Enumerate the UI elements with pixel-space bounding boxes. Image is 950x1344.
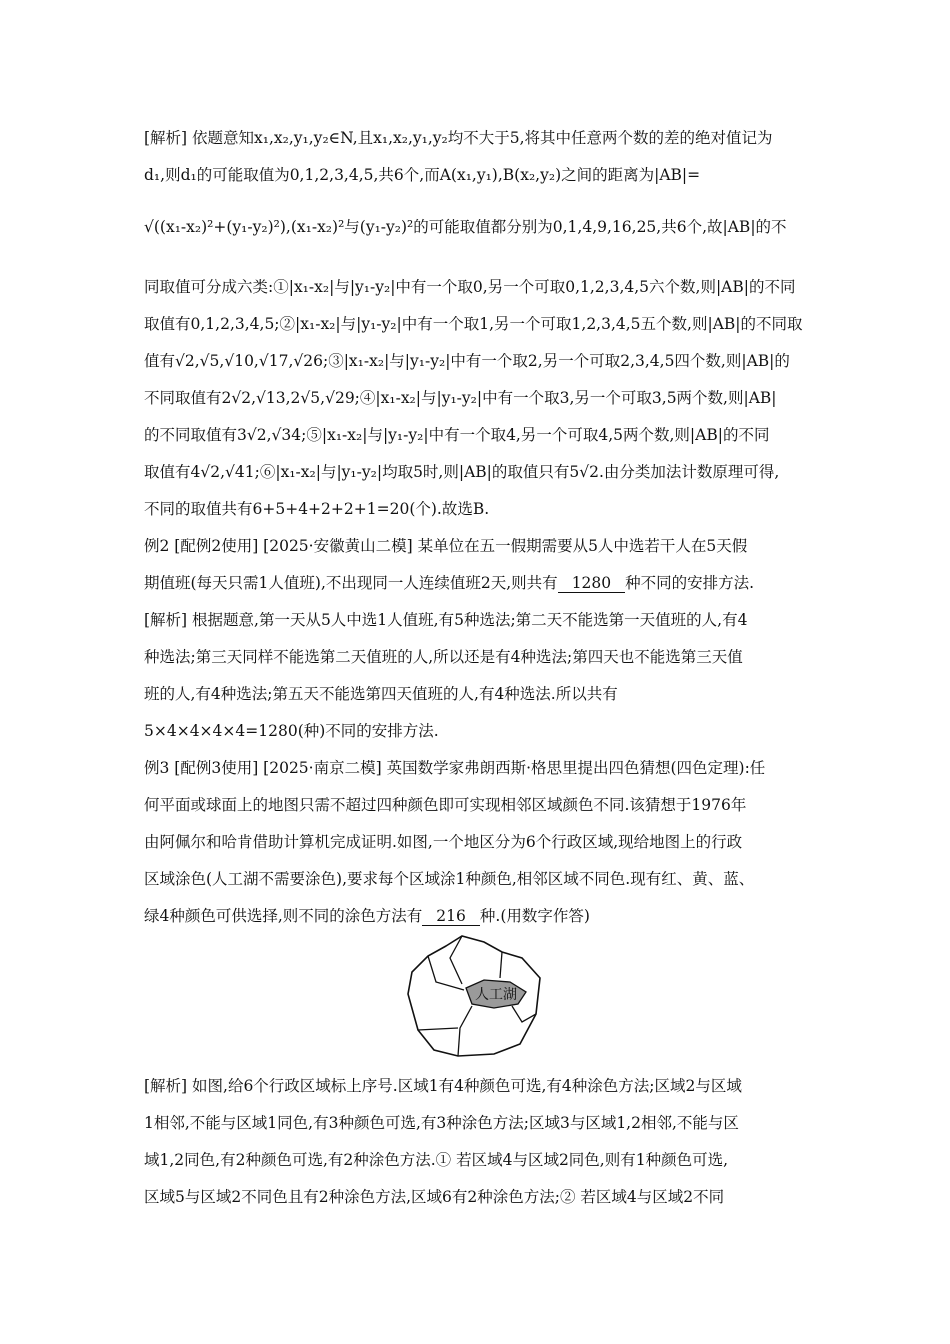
text-line: 由阿佩尔和哈肯借助计算机完成证明.如图,一个地区分为6个行政区域,现给地图上的行政: [144, 833, 743, 851]
question-text: 期值班(每天只需1人值班),不出现同一人连续值班2天,则共有: [144, 574, 558, 592]
text-line: 值有√2,√5,√10,√17,√26;③|x₁-x₂|与|y₁-y₂|中有一个取2,另一个可取2,3,4,5四个数,则|AB|的: [144, 352, 790, 370]
text-line: 取值有4√2,√41;⑥|x₁-x₂|与|y₁-y₂|均取5时,则|AB|的取值只有5√2.由分类加法计数原理可得,: [144, 463, 780, 481]
example-3-heading: 例3 [配例3使用] [2025·南京二模] 英国数学家弗朗西斯·格思里提出四色猜想(四色定理):任: [144, 759, 766, 777]
answer-blank: 1280: [558, 574, 625, 593]
text-line: 区域涂色(人工湖不需要涂色),要求每个区域涂1种颜色,相邻区域不同色.现有红、黄、蓝、: [144, 870, 755, 888]
text-line: 不同的取值共有6+5+4+2+2+1=20(个).故选B.: [144, 500, 490, 518]
answer-blank: 216: [422, 907, 480, 926]
text-line: 区域5与区域2不同色且有2种涂色方法,区域6有2种涂色方法;② 若区域4与区域2不同: [144, 1188, 725, 1206]
text-line: √((x₁-x₂)²+(y₁-y₂)²),(x₁-x₂)²与(y₁-y₂)²的可能取值都分别为0,1,4,9,16,25,共6个,故|AB|的不: [144, 218, 787, 236]
example-2-question-line: [144, 572, 814, 594]
text-line: 5×4×4×4×4=1280(种)不同的安排方法.: [144, 722, 439, 740]
text-line: [解析] 依题意知x₁,x₂,y₁,y₂∈N,且x₁,x₂,y₁,y₂均不大于5,将其中任意两个数的差的绝对值记为: [144, 129, 773, 147]
text-line: d₁,则d₁的可能取值为0,1,2,3,4,5,共6个,而A(x₁,y₁),B(x₂,y₂)之间的距离为|AB|=: [144, 166, 701, 184]
text-line: 班的人,有4种选法;第五天不能选第四天值班的人,有4种选法.所以共有: [144, 685, 618, 703]
text-line: 种选法;第三天同样不能选第二天值班的人,所以还是有4种选法;第四天也不能选第三天值: [144, 648, 743, 666]
region-map-figure: [402, 932, 542, 1057]
text-line: [解析] 如图,给6个行政区域标上序号.区域1有4种颜色可选,有4种涂色方法;区域2与区域: [144, 1077, 742, 1095]
text-line: 域1,2同色,有2种颜色可选,有2种涂色方法.① 若区域4与区域2同色,则有1种颜色可选,: [144, 1151, 729, 1169]
example-2-heading: 例2 [配例2使用] [2025·安徽黄山二模] 某单位在五一假期需要从5人中选若干人在5天假: [144, 537, 748, 555]
lake-label: 人工湖: [475, 987, 517, 1003]
text-line: [解析] 根据题意,第一天从5人中选1人值班,有5种选法;第二天不能选第一天值班的人,有4: [144, 611, 748, 629]
example-3-question-line: [144, 905, 814, 927]
text-line: 同取值可分成六类:①|x₁-x₂|与|y₁-y₂|中有一个取0,另一个可取0,1,2,3,4,5六个数,则|AB|的不同: [144, 278, 796, 296]
question-text: 种不同的安排方法.: [625, 574, 755, 592]
text-line: 1相邻,不能与区域1同色,有3种颜色可选,有3种涂色方法;区域3与区域1,2相邻,不能与区: [144, 1114, 739, 1132]
question-text: 种.(用数字作答): [479, 907, 590, 925]
text-line: 取值有0,1,2,3,4,5;②|x₁-x₂|与|y₁-y₂|中有一个取1,另一个可取1,2,3,4,5五个数,则|AB|的不同取: [144, 315, 803, 333]
text-line: 的不同取值有3√2,√34;⑤|x₁-x₂|与|y₁-y₂|中有一个取4,另一个可取4,5两个数,则|AB|的不同: [144, 426, 770, 444]
text-line: 何平面或球面上的地图只需不超过四种颜色即可实现相邻区域颜色不同.该猜想于1976年: [144, 796, 747, 814]
question-text: 绿4种颜色可供选择,则不同的涂色方法有: [144, 907, 423, 925]
text-line: 不同取值有2√2,√13,2√5,√29;④|x₁-x₂|与|y₁-y₂|中有一个取3,另一个可取3,5两个数,则|AB|: [144, 389, 777, 407]
